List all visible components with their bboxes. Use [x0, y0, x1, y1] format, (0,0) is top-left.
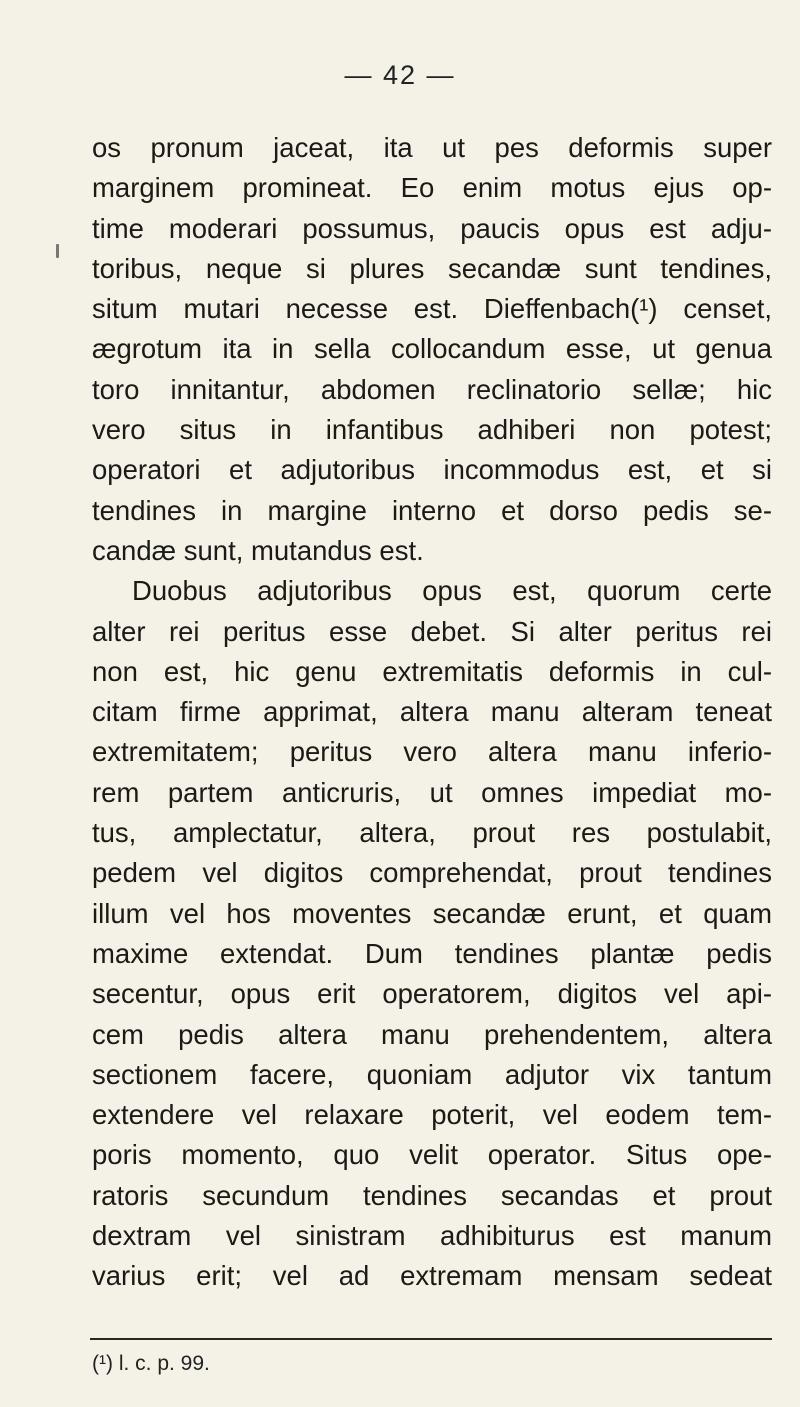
footnote: (¹) l. c. p. 99.: [92, 1352, 210, 1375]
text-line: toro innitantur, abdomen reclinatorio sellæ; hic: [92, 373, 772, 405]
text-line: Duobus adjutoribus opus est, quorum certe: [132, 575, 772, 607]
text-line: alter rei peritus esse debet. Si alter peritus rei: [92, 615, 772, 647]
text-line: sectionem facere, quoniam adjutor vix tantum: [92, 1058, 772, 1090]
text-line: cem pedis altera manu prehendentem, altera: [92, 1018, 772, 1050]
text-line: toribus, neque si plures secandæ sunt tendines,: [92, 252, 772, 284]
text-line: candæ sunt, mutandus est.: [92, 534, 424, 566]
text-line: non est, hic genu extremitatis deformis in cul-: [92, 655, 772, 687]
text-line: poris momento, quo velit operator. Situs ope-: [92, 1139, 772, 1171]
body-text: [92, 128, 772, 1297]
text-line: vero situs in infantibus adhiberi non potest;: [92, 414, 772, 446]
text-line: ægrotum ita in sella collocandum esse, ut genua: [92, 333, 772, 365]
text-line: maxime extendat. Dum tendines plantæ pedis: [92, 937, 772, 969]
text-line: varius erit; vel ad extremam mensam sedeat: [92, 1260, 772, 1292]
margin-mark: [56, 244, 59, 258]
footnote-rule: [90, 1338, 772, 1340]
text-line: situm mutari necesse est. Dieffenbach(¹) censet,: [92, 293, 772, 325]
text-line: marginem promineat. Eo enim motus ejus op-: [92, 172, 772, 204]
text-line: extremitatem; peritus vero altera manu inferio-: [92, 736, 772, 768]
text-line: ratoris secundum tendines secandas et prout: [92, 1179, 772, 1211]
text-line: tus, amplectatur, altera, prout res postulabit,: [92, 817, 772, 849]
text-line: tendines in margine interno et dorso pedis se-: [92, 494, 772, 526]
text-line: illum vel hos moventes secandæ erunt, et quam: [92, 897, 772, 929]
text-line: time moderari possumus, paucis opus est adju-: [92, 212, 772, 244]
text-line: dextram vel sinistram adhibiturus est manum: [92, 1220, 772, 1252]
text-line: pedem vel digitos comprehendat, prout tendines: [92, 857, 772, 889]
text-line: os pronum jaceat, ita ut pes deformis super: [92, 132, 772, 163]
text-line: secentur, opus erit operatorem, digitos vel api-: [92, 978, 772, 1010]
text-line: operatori et adjutoribus incommodus est, et si: [92, 454, 772, 486]
text-line: extendere vel relaxare poterit, vel eodem tem-: [92, 1099, 772, 1131]
text-line: citam firme apprimat, altera manu alteram teneat: [92, 696, 772, 728]
text-line: rem partem anticruris, ut omnes impediat mo-: [92, 776, 772, 808]
page-number: — 42 —: [344, 60, 456, 90]
